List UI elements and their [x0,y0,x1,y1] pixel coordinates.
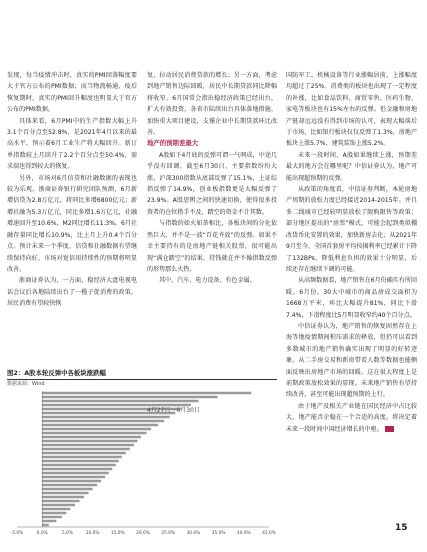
bar [42,400,198,402]
text-column-1 [7,70,137,310]
x-tick-label: 25.0% [161,531,176,536]
text-column-3 [286,70,417,435]
paragraph [286,401,417,435]
bar-chart [7,387,277,542]
bar [42,520,56,522]
figure-title: 图2：A股本轮反弹中各板块涨跌幅 [7,367,277,380]
paragraph: 未来一段时间，A股如果继续上涨，预期差最大的地方会在哪里呢？中信证券认为，地产可能出现超预期的反弹。 [286,151,417,182]
section-heading: 地产的预期差最大 [147,139,199,148]
bar [42,440,137,442]
bar [42,488,92,490]
paragraph: 从政策的角度看，中信证券判断，本轮房地产周期的放松力度已经接近2014-2015年。并且多二线城市已经较明显放松了限购限售等政策；部分地区提出的“房票”模式，可能会起到类似棚改货币化安置的效果，加快新房去化；从2021年9月至今，全国首套房平均按揭利率已经累计下降了132BPs，降低利息负担的效果十分明显，后续还存在继续下调的可能。 [286,186,417,273]
bar [42,464,116,466]
text-column-2 [147,70,277,287]
x-tick-label: 15.0% [110,531,125,536]
bar [42,416,170,418]
figure-source: 数据来源：Wind [7,381,45,387]
paragraph: 从高频数据看，地产销售在6月份确实有所回暖。6月份，30大中城市的商品房成交面积为1668万平米，环比大幅提升81%，同比下滑7.4%，下滑程度比5月明显收窄约40个百分点。 [286,277,417,319]
bar [42,460,119,462]
paragraph: 其中，汽车、电力设备、有色金属、 [159,277,256,285]
bar [42,396,217,398]
x-tick-label: 35.0% [211,531,226,536]
bar [42,496,84,498]
bar [42,484,97,486]
bar [42,436,141,438]
x-tick-label: -5.0% [10,531,24,536]
paragraph: 与指数的如火如荼相比，各板块间的分化依然巨大，并不是一波“百花齐放”的反弹。如果不幸主要持有的是房地产链相关股票，很可能出现“满仓踏空”的结果，持钱就在并不像指数反弹的形势那么火热。 [147,220,277,273]
x-tick-label: 10.0% [85,531,100,536]
x-tick-label: 20.0% [136,531,150,536]
bar [42,448,130,450]
bar [42,432,146,434]
bar [42,500,79,502]
paragraph: 另外，市场对6月信贷和社融数据的表现也较为乐观。浙商证券银行研究团队预测，6月新增信贷为2.8万亿元，将同比多增6800亿元；新增社融为5.3万亿元，同比多增1.6万亿元，社融增速回升至10.6%，M2同比增长11.3%。6月社融存量同比增长10.9%，比上月上升0.4个百分点。预计未来一个季度，信贷和社融数据有望继续保持向好，市场对宽信用持续性的预期将明显改善。 [7,174,137,273]
bar [42,476,105,478]
bar [42,456,122,458]
paragraph-text: 由于地产及相关产业链在国民经济中占比较大，地产能否企稳在一个合适的高度，将决定着未来一段时间中国经济增长的中枢。 [286,402,417,433]
bar [42,492,88,494]
bar [42,504,75,506]
x-tick-label: 5.0% [61,531,73,536]
page-number: 15 [395,523,408,533]
paragraph: 具体来看，6月PMI中的生产指数大幅上升3.1个百分点至52.8%，是2021年4月以来的最高水平，预示着6月工业生产将大幅回升。新订单指数较上月回升了2.2个百分点至50.4%，需求端也得到较大的恢复。 [7,117,137,171]
bar [42,404,191,406]
bar [42,444,134,446]
bar [42,508,70,510]
bar [42,480,101,482]
x-tick-label: 45.0% [262,531,276,536]
paragraph: 复，拉动居民消费贷款的增长；另一方面，考虑到地产销售边际回暖，居民中长期贷款同比降幅将收窄。6月国常会指出稳经济政策已经出台，扩大有效投资，各省市陆续出台具体落地措施，加快重大项目建设，支撑企业中长期贷款环比改善。 [147,72,277,137]
bar [42,472,109,474]
bar [42,524,49,526]
x-tick-label: 0.0% [36,531,48,536]
paragraph: 浙商证券认为，一方面，稳经济大盘电视电话会议后各地陆续出台了一揽子促消费的政策，居民消费有望较快恢 [7,277,137,308]
paragraph: 中信证券认为，地产销售的恢复固然存在上海等地疫情期间积压需求的释放，但仍可以看到多数城市的地产销售确实出现了明显的好转迹象。从二手房交易和新房带看人数等数据也能侧面反映出房地产市场的回暖。这在很大程度上是前期政策放松效果的显现。未来地产销售有望持续改善，甚至可能出现超预期的上行。 [286,322,417,399]
bar [42,424,158,426]
paragraph: A股如下4月底的反弹可谓一气呵成，中途几乎没有回调。截至6月30日，主要指数纷纷大涨，沪深300指数从底部反弹了15.1%，上证综指反弹了14.9%，创业板指数更是大幅反弹了23.9%。A股思辨之间的快速切换，使得很多投资者的仓位措手不及，踏空的资金不计其数。 [147,151,277,216]
bar [42,428,151,430]
bar [42,420,164,422]
bar [42,468,112,470]
paragraph: 发现，每当疫情冲击时，真实的PMI回落幅度要大于官方公布的PMI数据；而当物流畅通、疫后恢复期时，真实的PMI回升幅度也明显大于官方公布的PMI数据。 [7,72,137,114]
paragraph: 国防军工、机械设备等行业涨幅居前，上涨幅度均超过了25%。消费类的板块也出现了一定程度的补涨，比如食品饮料、商贸零售、医药生物、家电等板块也有15%左右的反弹。但金融和房地产链却远远没有得到市场的认可，表现大幅落后于市场，比如银行板块仅仅反弹了1.3%，房地产板块上涨5.7%，建筑装饰上涨5.2%。 [286,72,417,148]
x-axis-ticks [11,530,276,536]
bar [42,452,126,454]
figure [7,367,277,542]
bar [42,516,62,518]
end-mark-icon [385,426,394,432]
bar [42,392,251,394]
x-tick-label: 30.0% [186,531,201,536]
bar [42,512,66,514]
x-tick-label: 40.0% [236,531,251,536]
date-range-annotation: 4月27日－6月30日 [147,407,200,414]
